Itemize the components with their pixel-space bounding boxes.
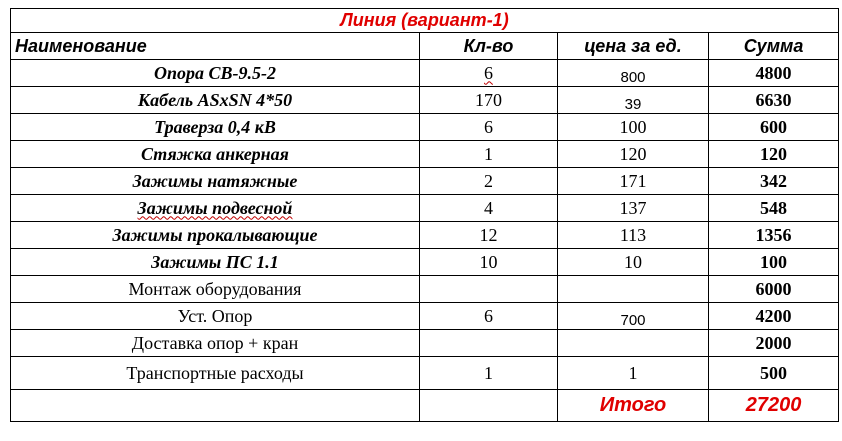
item-sum-cell[interactable]: 6630: [709, 87, 839, 114]
total-label[interactable]: Итого: [558, 390, 709, 422]
item-price-cell[interactable]: 10: [558, 249, 709, 276]
item-price-cell[interactable]: [558, 276, 709, 303]
item-name-cell[interactable]: Стяжка анкерная: [11, 141, 420, 168]
table-row: [11, 222, 839, 249]
item-price-cell[interactable]: 120: [558, 141, 709, 168]
item-price-cell[interactable]: 100: [558, 114, 709, 141]
table-row: [11, 168, 839, 195]
header-row: [11, 33, 839, 60]
item-qty-cell[interactable]: 10: [420, 249, 558, 276]
item-sum-cell[interactable]: 6000: [709, 276, 839, 303]
price-table: [10, 8, 839, 422]
item-name-cell[interactable]: Транспортные расходы: [11, 357, 420, 390]
item-sum-cell[interactable]: 1356: [709, 222, 839, 249]
item-name-cell[interactable]: Монтаж оборудования: [11, 276, 420, 303]
item-name-text: Кабель ASxSN 4*50: [137, 89, 293, 110]
item-price-cell[interactable]: 171: [558, 168, 709, 195]
header-sum[interactable]: Сумма: [709, 33, 839, 60]
item-sum-cell[interactable]: 548: [709, 195, 839, 222]
item-sum-cell[interactable]: 500: [709, 357, 839, 390]
item-qty-cell[interactable]: 170: [420, 87, 558, 114]
item-name-cell[interactable]: Зажимы ПС 1.1: [11, 249, 420, 276]
item-name-cell[interactable]: Траверза 0,4 кВ: [11, 114, 420, 141]
item-name-cell[interactable]: Зажимы натяжные: [11, 168, 420, 195]
item-qty-cell[interactable]: [420, 330, 558, 357]
item-sum-cell[interactable]: 120: [709, 141, 839, 168]
item-qty-cell[interactable]: 4: [420, 195, 558, 222]
item-qty-cell[interactable]: 6: [420, 303, 558, 330]
empty-cell[interactable]: [420, 390, 558, 422]
item-price-cell[interactable]: 113: [558, 222, 709, 249]
item-price-cell[interactable]: 800: [558, 60, 709, 87]
item-price-cell[interactable]: 700: [558, 303, 709, 330]
item-sum-cell[interactable]: 342: [709, 168, 839, 195]
item-price-cell[interactable]: [558, 330, 709, 357]
item-sum-cell[interactable]: 4800: [709, 60, 839, 87]
item-name-cell[interactable]: Опора СВ-9.5-2: [11, 60, 420, 87]
item-qty-cell[interactable]: 6: [420, 114, 558, 141]
item-name-cell[interactable]: Уст. Опор: [11, 303, 420, 330]
header-price[interactable]: цена за ед.: [558, 33, 709, 60]
item-qty-cell[interactable]: 1: [420, 357, 558, 390]
total-row: [11, 390, 839, 422]
item-name-text: Зажимы подвесной: [137, 197, 293, 218]
table-row: [11, 249, 839, 276]
table-row: [11, 303, 839, 330]
item-price-cell[interactable]: 39: [558, 87, 709, 114]
title-row: [11, 9, 839, 33]
item-price-cell[interactable]: 137: [558, 195, 709, 222]
item-qty-cell[interactable]: 1: [420, 141, 558, 168]
table-title[interactable]: Линия (вариант-1): [11, 9, 839, 33]
table-row: [11, 330, 839, 357]
table-row: [11, 195, 839, 222]
header-qty[interactable]: Кл-во: [420, 33, 558, 60]
item-sum-cell[interactable]: 2000: [709, 330, 839, 357]
item-qty-value: 6: [484, 62, 493, 83]
item-qty-cell[interactable]: [420, 276, 558, 303]
total-value[interactable]: 27200: [709, 390, 839, 422]
table-row: [11, 114, 839, 141]
item-price-cell[interactable]: 1: [558, 357, 709, 390]
spreadsheet-sheet: [10, 8, 838, 426]
table-row: [11, 141, 839, 168]
empty-cell[interactable]: [11, 390, 420, 422]
item-qty-cell[interactable]: 2: [420, 168, 558, 195]
table-row: [11, 357, 839, 390]
item-name-cell[interactable]: [11, 195, 420, 222]
item-name-cell[interactable]: Зажимы прокалывающие: [11, 222, 420, 249]
item-sum-cell[interactable]: 100: [709, 249, 839, 276]
table-row: [11, 87, 839, 114]
item-qty-cell[interactable]: 12: [420, 222, 558, 249]
table-row: [11, 276, 839, 303]
item-sum-cell[interactable]: 600: [709, 114, 839, 141]
header-name[interactable]: Наименование: [11, 33, 420, 60]
table-row: [11, 60, 839, 87]
item-sum-cell[interactable]: 4200: [709, 303, 839, 330]
item-name-cell[interactable]: Доставка опор + кран: [11, 330, 420, 357]
item-name-cell[interactable]: [11, 87, 420, 114]
item-qty-cell[interactable]: [420, 60, 558, 87]
